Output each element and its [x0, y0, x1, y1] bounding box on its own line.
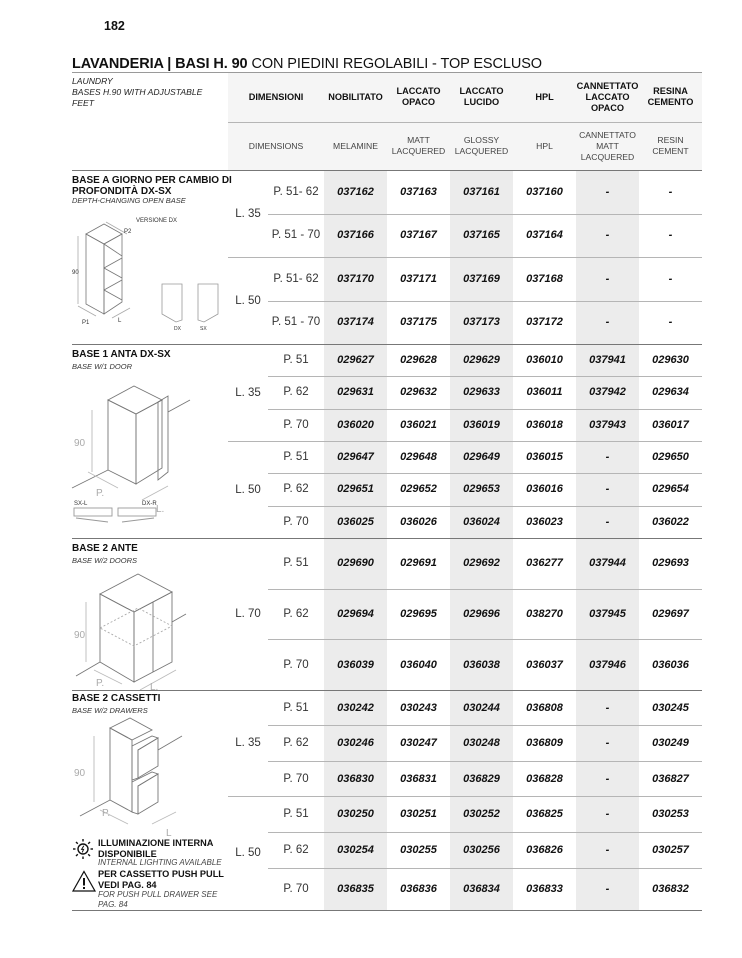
- article-code: 029652: [400, 483, 437, 496]
- column-subheader: CANNETTATO MATT LACQUERED: [579, 129, 636, 162]
- article-code: 036826: [526, 844, 563, 856]
- article-code: 030251: [400, 808, 437, 820]
- article-code: -: [605, 701, 610, 714]
- article-code: 037165: [463, 229, 500, 242]
- section-subtitle: DEPTH-CHANGING OPEN BASE: [72, 196, 186, 205]
- article-code: 029654: [652, 483, 689, 496]
- article-code: 030253: [652, 808, 689, 820]
- article-code: 036011: [526, 386, 563, 399]
- article-code: 037169: [463, 272, 500, 285]
- article-code: 030255: [400, 844, 437, 856]
- article-code: 029630: [652, 354, 689, 367]
- article-code: 030257: [652, 844, 689, 856]
- page-title-regular: CON PIEDINI REGOLABILI - TOP ESCLUSO: [247, 56, 542, 72]
- column-header: NOBILITATO: [328, 91, 383, 102]
- article-code: 036833: [526, 883, 563, 895]
- article-code: 029647: [337, 451, 374, 464]
- article-code: 037942: [589, 386, 626, 399]
- drawing-label: 90: [74, 768, 86, 779]
- section-subtitle: BASE W/2 DOORS: [72, 556, 138, 565]
- article-code: 036020: [337, 418, 374, 431]
- article-code: 036827: [652, 772, 689, 785]
- article-code: 037163: [400, 185, 437, 198]
- article-code: 029633: [463, 386, 500, 399]
- note-subtitle: FOR PUSH PULL DRAWER SEE PAG. 84: [98, 890, 218, 909]
- article-code: 036016: [526, 483, 563, 496]
- drawing-label: P.: [96, 488, 105, 499]
- note-title: PER CASSETTO PUSH PULL VEDI PAG. 84: [98, 869, 224, 890]
- article-code: 037172: [526, 316, 563, 329]
- article-code: 037170: [337, 272, 374, 285]
- depth-label: P. 51- 62: [273, 185, 319, 198]
- article-code: 029629: [463, 354, 500, 367]
- article-code: 029649: [463, 451, 500, 464]
- column-header: CANNETTATO LACCATO OPACO: [576, 80, 639, 113]
- article-code: 036829: [463, 772, 500, 785]
- article-code: -: [605, 808, 610, 820]
- drawer-base-drawing: [72, 716, 222, 839]
- article-code: 036834: [463, 883, 500, 895]
- article-code: 036010: [526, 354, 563, 367]
- drawing-label: L.: [150, 682, 159, 693]
- article-code: 030256: [463, 844, 500, 856]
- depth-label: P. 70: [283, 772, 309, 785]
- article-code: 036836: [400, 883, 437, 895]
- article-code: -: [605, 483, 610, 496]
- drawing-label: SX: [200, 326, 207, 332]
- article-code: 037168: [526, 272, 563, 285]
- depth-label: P. 62: [283, 844, 309, 856]
- article-code: 029634: [652, 386, 689, 399]
- drawing-label: P2: [124, 229, 132, 235]
- article-code: 036038: [463, 658, 500, 671]
- article-code: 029650: [652, 451, 689, 464]
- article-code: 029693: [652, 557, 689, 570]
- section-title: BASE A GIORNO PER CAMBIO DI PROFONDITÀ DX-SX: [72, 175, 232, 197]
- depth-label: P. 51 - 70: [271, 229, 321, 242]
- column-subheader: HPL: [536, 140, 553, 151]
- depth-label: P. 62: [283, 737, 309, 749]
- depth-label: P. 70: [283, 418, 309, 431]
- article-code: 029648: [400, 451, 437, 464]
- article-code: 030252: [463, 808, 500, 820]
- article-code: 036015: [526, 451, 563, 464]
- section-subtitle: BASE W/2 DRAWERS: [72, 706, 148, 715]
- article-code: 037162: [337, 185, 374, 198]
- article-code: 036808: [526, 701, 563, 714]
- article-code: 036021: [400, 418, 437, 431]
- width-label: L. 50: [235, 294, 261, 307]
- article-code: 030243: [400, 701, 437, 714]
- intro-line: BASES H.90 WITH ADJUSTABLE: [72, 87, 203, 97]
- intro-line: FEET: [72, 98, 94, 108]
- section-title: BASE 2 CASSETTI: [72, 693, 161, 704]
- article-code: -: [605, 316, 610, 329]
- article-code: 037173: [463, 316, 500, 329]
- article-code: 030244: [463, 701, 500, 714]
- column-subheader: RESIN CEMENT: [652, 135, 689, 156]
- article-code: 036830: [337, 772, 374, 785]
- article-code: 029653: [463, 483, 500, 496]
- width-label: L. 50: [235, 483, 261, 496]
- column-subheader: MATT LACQUERED: [391, 135, 446, 156]
- article-code: 030250: [337, 808, 374, 820]
- depth-label: P. 51: [283, 701, 309, 714]
- article-code: 029691: [400, 557, 437, 570]
- drawing-label: L: [166, 828, 172, 839]
- column-header: LACCATO OPACO: [396, 86, 441, 107]
- article-code: 030247: [400, 737, 437, 749]
- depth-label: P. 51: [283, 354, 309, 367]
- article-code: 036039: [337, 658, 374, 671]
- article-code: 037174: [337, 316, 374, 329]
- column-subheader: GLOSSY LACQUERED: [454, 135, 509, 156]
- article-code: 029697: [652, 607, 689, 620]
- note-title: ILLUMINAZIONE INTERNA DISPONIBILE: [98, 838, 214, 859]
- article-code: -: [605, 844, 610, 856]
- section-subtitle: BASE W/1 DOOR: [72, 362, 133, 371]
- article-code: 036828: [526, 772, 563, 785]
- intro-text: [72, 76, 202, 109]
- article-code: -: [605, 272, 610, 285]
- article-code: 029628: [400, 354, 437, 367]
- article-code: 029627: [337, 354, 374, 367]
- depth-label: P. 62: [283, 607, 309, 620]
- article-code: 036017: [652, 418, 689, 431]
- article-code: 037941: [589, 354, 626, 367]
- article-code: 029631: [337, 386, 374, 399]
- column-subheader: MELAMINE: [333, 140, 378, 151]
- drawing-label: L: [118, 318, 122, 324]
- width-label: L. 50: [235, 847, 261, 859]
- depth-label: P. 51: [283, 557, 309, 570]
- article-code: 029651: [337, 483, 374, 496]
- article-code: 030254: [337, 844, 374, 856]
- section-title: BASE 1 ANTA DX-SX: [72, 349, 171, 360]
- drawing-label: VERSIONE DX: [136, 218, 178, 224]
- warning-icon: [72, 870, 96, 892]
- article-code: 036036: [652, 658, 689, 671]
- article-code: 029690: [337, 557, 374, 570]
- drawing-label: 90: [74, 438, 86, 449]
- depth-label: P. 70: [283, 883, 309, 895]
- column-header: LACCATO LUCIDO: [459, 86, 504, 107]
- article-code: 036825: [526, 808, 563, 820]
- article-code: 029696: [463, 607, 500, 620]
- depth-label: P. 51: [283, 451, 309, 464]
- page-number: 182: [104, 19, 125, 33]
- depth-label: P. 51: [283, 808, 309, 820]
- article-code: 029694: [337, 607, 374, 620]
- article-code: 036832: [652, 883, 689, 895]
- width-label: L. 35: [235, 207, 261, 220]
- drawing-label: P.: [96, 678, 105, 689]
- depth-label: P. 51 - 70: [271, 316, 321, 329]
- article-code: 030249: [652, 737, 689, 749]
- article-code: 037164: [526, 229, 563, 242]
- width-label: L. 35: [235, 386, 261, 399]
- article-code: -: [605, 737, 610, 749]
- page-title: [72, 56, 542, 72]
- article-code: 037946: [589, 658, 626, 671]
- column-subheader: DIMENSIONS: [248, 140, 304, 151]
- article-code: 037166: [337, 229, 374, 242]
- article-code: 030246: [337, 737, 374, 749]
- drawing-label: DX: [174, 326, 181, 332]
- article-code: 036023: [526, 515, 563, 528]
- article-code: 037171: [400, 272, 437, 285]
- article-code: -: [668, 316, 673, 329]
- open-base-drawing: [72, 212, 222, 332]
- two-door-base-drawing: [72, 566, 222, 693]
- drawing-label: P.: [102, 808, 111, 819]
- article-code: 036037: [526, 658, 563, 671]
- article-code: -: [605, 883, 610, 895]
- section-rule: [72, 910, 702, 911]
- article-code: -: [605, 451, 610, 464]
- article-code: 037175: [400, 316, 437, 329]
- article-code: 037943: [589, 418, 626, 431]
- article-code: 029692: [463, 557, 500, 570]
- article-code: -: [605, 229, 610, 242]
- drawing-label: SX-L: [74, 501, 88, 507]
- article-code: 029695: [400, 607, 437, 620]
- drawing-label: DX-R: [142, 501, 157, 507]
- drawing-label: 90: [72, 270, 79, 276]
- article-code: 036277: [526, 557, 563, 570]
- depth-label: P. 70: [283, 515, 309, 528]
- column-header: RESINA CEMENTO: [647, 86, 694, 107]
- article-code: 036018: [526, 418, 563, 431]
- page-title-bold: LAVANDERIA | BASI H. 90: [72, 56, 248, 72]
- article-code: 037944: [589, 557, 626, 570]
- depth-label: P. 62: [283, 483, 309, 496]
- drawing-label: 90: [74, 630, 86, 641]
- article-code: 036024: [463, 515, 500, 528]
- article-code: 036809: [526, 737, 563, 749]
- article-code: 030245: [652, 701, 689, 714]
- article-code: 036835: [337, 883, 374, 895]
- article-code: 036019: [463, 418, 500, 431]
- drawing-label: L.: [156, 504, 165, 515]
- article-code: 036025: [337, 515, 374, 528]
- article-code: 030242: [337, 701, 374, 714]
- depth-label: P. 51- 62: [273, 272, 319, 285]
- light-icon: [72, 838, 94, 860]
- width-label: L. 35: [235, 737, 261, 749]
- article-code: 029632: [400, 386, 437, 399]
- article-code: 036022: [652, 515, 689, 528]
- article-code: 037161: [463, 185, 500, 198]
- article-code: -: [668, 229, 673, 242]
- article-code: 036040: [400, 658, 437, 671]
- article-code: 037945: [589, 607, 626, 620]
- column-header: HPL: [535, 91, 554, 102]
- article-code: -: [605, 772, 610, 785]
- article-code: -: [668, 185, 673, 198]
- article-code: 036026: [400, 515, 437, 528]
- drawing-label: P1: [82, 320, 90, 326]
- article-code: 037160: [526, 185, 563, 198]
- price-table: [72, 72, 702, 910]
- article-code: -: [605, 515, 610, 528]
- article-code: 038270: [526, 607, 563, 620]
- column-header: DIMENSIONI: [248, 91, 304, 102]
- depth-label: P. 70: [283, 658, 309, 671]
- article-code: 037167: [400, 229, 437, 242]
- depth-label: P. 62: [283, 386, 309, 399]
- note-subtitle: INTERNAL LIGHTING AVAILABLE: [98, 858, 222, 867]
- article-code: -: [668, 272, 673, 285]
- article-code: 030248: [463, 737, 500, 749]
- one-door-base-drawing: [72, 372, 222, 522]
- section-title: BASE 2 ANTE: [72, 543, 138, 554]
- intro-line: LAUNDRY: [72, 76, 113, 86]
- width-label: L. 70: [235, 608, 261, 620]
- article-code: -: [605, 185, 610, 198]
- article-code: 036831: [400, 772, 437, 785]
